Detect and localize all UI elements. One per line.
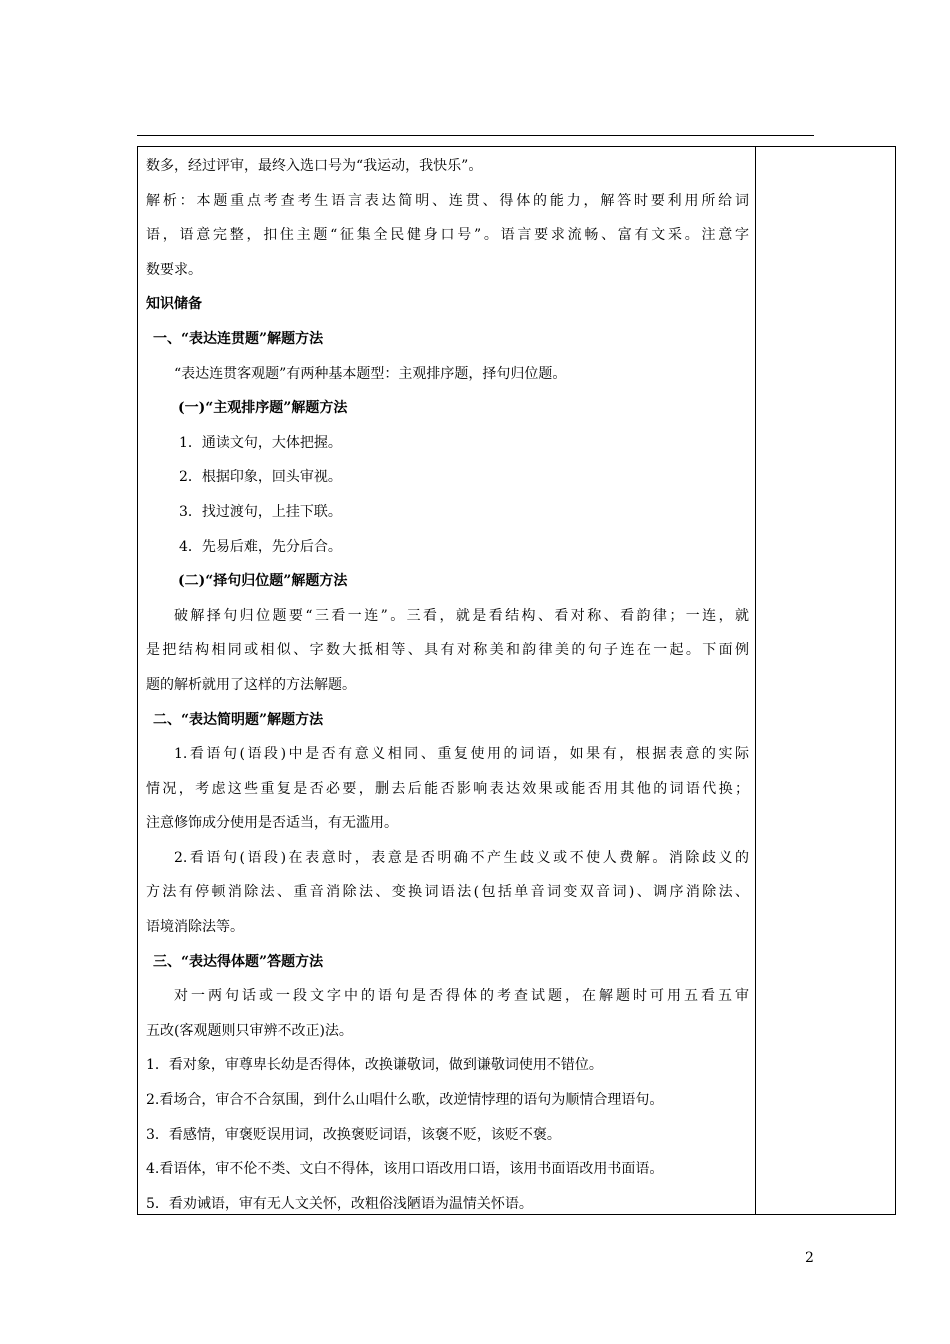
text-line: 破解择句归位题要“三看一连”。三看，就是看结构、看对称、看韵律；一连，就 — [174, 607, 749, 624]
list-item: 1．看对象，审尊卑长幼是否得体，改换谦敬词，做到谦敬词使用不错位。 — [146, 1057, 603, 1074]
list-item: 5．看劝诫语，审有无人文关怀，改粗俗浅陋语为温情关怀语。 — [146, 1195, 533, 1212]
heading-part3: 三、“表达得体题”答题方法 — [153, 953, 324, 970]
text-line: 2.看语句(语段)在表意时，表意是否明确不产生歧义或不使人费解。消除歧义的 — [174, 849, 749, 866]
content-table — [137, 146, 896, 1215]
header-rule — [137, 135, 814, 136]
part1-intro: “表达连贯客观题”有两种基本题型：主观排序题，择句归位题。 — [174, 365, 567, 382]
text-line: 题的解析就用了这样的方法解题。 — [146, 676, 356, 693]
page-number: 2 — [805, 1250, 814, 1266]
text-line: 对一两句话或一段文字中的语句是否得体的考查试题，在解题时可用五看五审 — [174, 988, 749, 1005]
text-line: 解析：本题重点考查考生语言表达简明、连贯、得体的能力，解答时要利用所给词 — [146, 192, 749, 209]
list-item: 2．根据印象，回头审视。 — [179, 469, 342, 486]
main-cell — [146, 149, 749, 1221]
text-line: 方法有停顿消除法、重音消除法、变换词语法(包括单音词变双音词)、调序消除法、 — [146, 884, 749, 901]
text-line: 数多，经过评审，最终入选口号为“我运动，我快乐”。 — [146, 158, 483, 174]
text-line: 语，语意完整，扣住主题“征集全民健身口号”。语言要求流畅、富有文采。注意字 — [146, 227, 749, 244]
text-line: 注意修饰成分使用是否适当，有无滥用。 — [146, 815, 398, 832]
table-column-divider — [755, 147, 756, 1214]
text-line: 数要求。 — [146, 261, 202, 278]
list-item: 4.看语体，审不伦不类、文白不得体，该用口语改用口语，该用书面语改用书面语。 — [146, 1161, 664, 1178]
section-title: 知识储备 — [146, 296, 202, 313]
text-line: 五改(客观题则只审辨不改正)法。 — [146, 1022, 353, 1039]
list-item: 3．看感情，审褒贬误用词，改换褒贬词语，该褒不贬，该贬不褒。 — [146, 1126, 561, 1143]
subheading-sort: (一)“主观排序题”解题方法 — [178, 400, 348, 417]
list-item: 3．找过渡句，上挂下联。 — [179, 503, 342, 520]
text-line: 1.看语句(语段)中是否有意义相同、重复使用的词语，如果有，根据表意的实际 — [174, 746, 749, 763]
list-item: 4．先易后难，先分后合。 — [179, 538, 342, 555]
list-item: 1．通读文句，大体把握。 — [179, 434, 342, 451]
subheading-select: (二)“择句归位题”解题方法 — [178, 573, 348, 590]
heading-part1: 一、“表达连贯题”解题方法 — [153, 330, 324, 347]
text-line: 是把结构相同或相似、字数大抵相等、具有对称美和韵律美的句子连在一起。下面例 — [146, 642, 749, 659]
text-line: 语境消除法等。 — [146, 919, 244, 936]
text-line: 情况，考虑这些重复是否必要，删去后能否影响表达效果或能否用其他的词语代换； — [146, 780, 749, 797]
heading-part2: 二、“表达简明题”解题方法 — [153, 711, 324, 728]
list-item: 2.看场合，审合不合氛围，到什么山唱什么歌，改逆情悖理的语句为顺情合理语句。 — [146, 1092, 664, 1109]
